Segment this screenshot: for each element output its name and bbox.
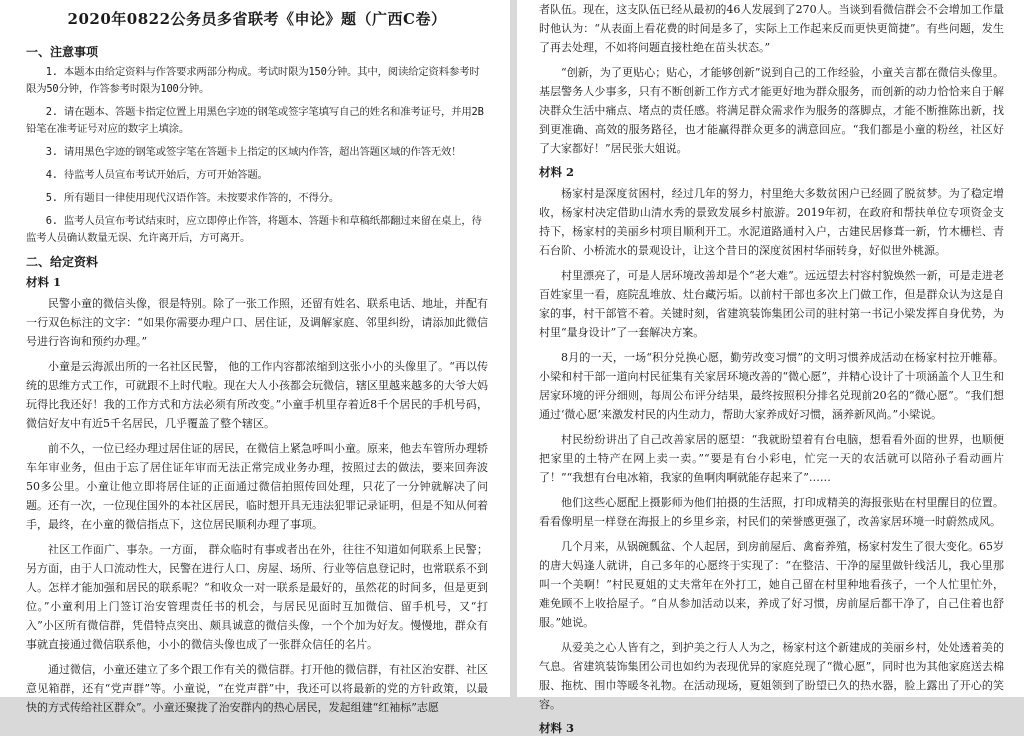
notice-item-2: 2. 请在题本、答题卡指定位置上用黑色字迹的钢笔或签字笔填写自己的姓名和准考证号，并用2B铅笔在准考证号对应的数字上填涂。 [26,106,484,135]
material-1-paragraph-cont: 者队伍。现在，这支队伍已经从最初的46人发展到了270人。当谈到看微信群会不会增加工作量时他认为：“从表面上看花费的时间是多了，实际上工作起来反而更快更简捷”。有些问题，发生了再去处理，不如将问题直接杜绝在苗头状态。” [539,3,1004,54]
material-2-paragraph: 他们这些心愿配上摄影师为他们拍摄的生活照，打印成精美的海报张贴在村里醒目的位置。看看像明星一样登在海报上的乡里乡亲，村民们的荣誉感更强了，改善家居环境一时蔚然成风。 [539,496,1004,528]
material-2-paragraph: 8月的一天，一场“积分兑换心愿，勤劳改变习惯”的文明习惯养成活动在杨家村拉开帷幕。小梁和村干部一道向村民征集有关家居环境改善的“微心愿”，并精心设计了十项涵盖个人卫生和居家环境的评分细则，每周公布评分结果，最终按照积分排名兑现前20名的“微心愿”。“我们想通过‘微心愿’来激发村民的内生动力，帮助大家养成好习惯，涵养新风尚。”小梁说。 [539,351,1004,421]
material-1-paragraph: 民警小童的微信头像，很是特别。除了一张工作照，还留有姓名、联系电话、地址，并配有一行双色标注的文字：“如果你需要办理户口、居住证，及调解家庭、邻里纠纷，请添加此微信号进行咨询和预约办理。” [26,297,488,348]
material-2-paragraph: 从爱美之心人皆有之，到护美之行人人为之，杨家村这个新建成的美丽乡村，处处透着美的气息。省建筑装饰集团公司也如约为表现优异的家庭兑现了“微心愿”，同时也为其他家庭送去棉服、拖枕、围巾等暖冬礼物。在活动现场，夏姐领到了盼望已久的热水器，脸上露出了开心的笑容。 [539,641,1004,711]
notice-heading: 一、注意事项 [26,45,99,59]
notice-item-1: 1. 本题本由给定资料与作答要求两部分构成。考试时限为150分钟。其中，阅读给定资料参考时限为50分钟，作答参考时限为100分钟。 [26,66,480,95]
material-2-paragraph: 杨家村是深度贫困村，经过几年的努力，村里绝大多数贫困户已经圆了脱贫梦。为了稳定增收，杨家村决定借助山清水秀的景致发展乡村旅游。2019年初，在政府和帮扶单位专项资金支持下，杨家村的美丽乡村项目顺利开工。水泥道路通村入户，古建民居修葺一新，竹木栅栏、青石台阶、小桥流水的景观设计，让这个昔日的深度贫困村华丽转身，好似世外桃源。 [539,187,1004,257]
notice-item-3: 3. 请用黑色字迹的钢笔或签字笔在答题卡上指定的区域内作答，超出答题区域的作答无效！ [45,146,462,158]
document-title: 2020年0822公务员多省联考《申论》题（广西C卷） [67,10,447,28]
material-1-paragraph: 社区工作面广、事杂。一方面， 群众临时有事或者出在外，往往不知道如何联系上民警；另方面，由于人口流动性大，民警在进行人口、房屋、场所、行业等信息登记时，也常联系不到人。怎样才能加强和居民的联系呢？“和收众一对一联系是最好的，虽然花的时间多，但是更到位。”小童利用上门签订治安管理责任书的机会，与居民见面时互加微信、留手机号，又“打入”小区所有微信群，凭借特点突出、颇具诚意的微信头像，一个个加为好友。慢慢地，群众有事就直接通过微信联系他，小小的微信头像也成了一张群众信任的名片。 [26,543,488,651]
notice-item-4: 4. 待监考人员宣布考试开始后，方可开始答题。 [45,169,268,181]
left-document-page [0,0,510,714]
materials-heading: 二、给定资料 [26,255,99,269]
material-2-paragraph: 村民纷纷讲出了自己改善家居的愿望：“我就盼望着有台电脑，想看看外面的世界，也顺便把家里的土特产在网上卖一卖。”“要是有台小彩电，忙完一天的农活就可以陪孙子看动画片了！”“我想有台电冰箱，我家的鱼啊肉啊就能存起来了”…… [539,433,1004,484]
notice-item-6: 6. 监考人员宣布考试结束时，应立即停止作答，将题本、答题卡和草稿纸都翻过来留在桌上，待监考人员确认数量无误、允许离开后，方可离开。 [26,215,482,244]
material-2-paragraph: 村里漂亮了，可是人居环境改善却是个“老大难”。远远望去村容村貌焕然一新，可是走进老百姓家里一看，庭院乱堆放、灶台藏污垢。以前村干部也多次上门做工作，但是群众认为这是自家的事，村干部管不着。关键时刻，省建筑装饰集团公司的驻村第一书记小梁发挥自身优势，为村里“量身设计”了一套解决方案。 [539,269,1004,339]
notice-item-5: 5. 所有题目一律使用现代汉语作答。未按要求作答的，不得分。 [45,192,340,204]
material-1-paragraph: 通过微信，小童还建立了多个跟工作有关的微信群。打开他的微信群，有社区治安群、社区意见箱群，还有“党声群”等。小童说，“在党声群”中，我还可以将最新的党的方针政策，以最快的方式传给社区群众”。小童还聚拢了治安群内的热心居民，发起组建“红袖标”志愿 [26,663,488,714]
material-2-paragraph: 几个月来，从锅碗瓢盆、个人起居，到房前屋后、禽畜养殖，杨家村发生了很大变化。65岁的唐大妈逢人就讲，自己多年的心愿终于实现了：“在整洁、干净的屋里做针线活儿，我心里那叫一个美啊！”村民夏姐的丈夫常年在外打工，她自己留在村里种地看孩子，一个人忙里忙外，难免顾不上收拾屋子。“自从参加活动以来，养成了好习惯，房前屋后都干净了，自己住着也舒服。”她说。 [539,540,1004,629]
material-3-heading: 材料 3 [539,721,575,735]
material-2-heading: 材料 2 [539,165,575,179]
right-document-page [517,0,1024,735]
material-1-paragraph: 小童是云海派出所的一名社区民警， 他的工作内容都浓缩到这张小小的头像里了。“再以传统的思维方式工作，可就跟不上时代啦。现在大人小孩都会玩微信，辖区里越来越多的大爷大妈玩得比我还好！我的工作方式和方法必须有所改变。”小童手机里存着近8千个居民的手机号码，微信好友中有近5千名居民，几乎覆盖了整个辖区。 [26,360,488,430]
material-1-paragraph: “创新，为了更贴心；贴心，才能够创新”说到自己的工作经验，小童关言都在微信头像里。基层警务人少事多，只有不断创新工作方式才能更好地为群众服务，而创新的动力恰恰来自于解决群众生活中痛点、堵点的责任感。将满足群众需求作为服务的落脚点，才能不断推陈出新，找到更准确、高效的服务路径，也才能赢得群众更多的满意回应。“我们都是小童的粉丝，社区好了大家都好！”居民张大姐说。 [539,66,1004,155]
material-1-heading: 材料 1 [26,275,62,289]
material-1-paragraph: 前不久，一位已经办理过居住证的居民，在微信上紧急呼叫小童。原来，他去车管所办理轿车年审业务，但由于忘了居住证年审而无法正常完成业务办理，按照过去的做法，要来回奔波50多公里。小童让他立即将居住证的正面通过微信拍照传回处理，只花了一分钟就解决了问题。还有一次，一位现住国外的本社区居民，临时想开具无违法犯罪记录证明，但是不知从何着手，最终，在小童的微信指点下，这位居民顺利办理了事项。 [26,442,488,531]
